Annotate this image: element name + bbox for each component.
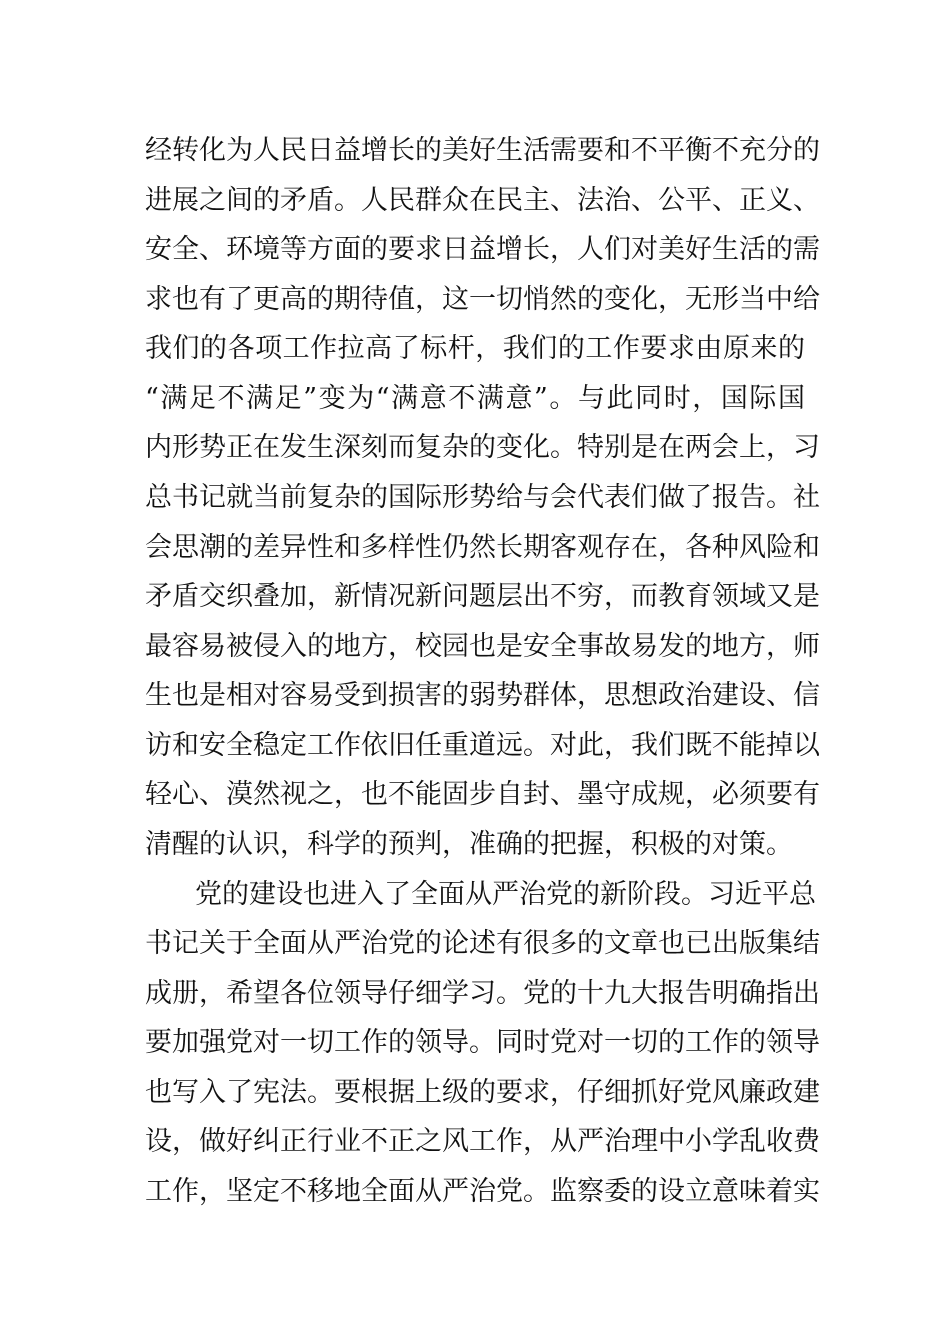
text-line-4: 求也有了更高的期待值，这一切悄然的变化，无形当中给 [145, 284, 820, 315]
text-line-22: 工作，坚定不移地全面从严治党。监察委的设立意味着实 [145, 1176, 820, 1207]
text-line-8: 总书记就当前复杂的国际形势给与会代表们做了报告。社 [145, 482, 820, 513]
text-line-21: 设，做好纠正行业不正之风工作，从严治理中小学乱收费 [145, 1126, 820, 1157]
text-line-5: 我们的各项工作拉高了标杆，我们的工作要求由原来的 [145, 333, 805, 364]
text-line-18: 成册，希望各位领导仔细学习。党的十九大报告明确指出 [145, 978, 820, 1009]
text-line-7: 内形势正在发生深刻而复杂的变化。特别是在两会上，习 [145, 432, 820, 463]
text-line-2: 进展之间的矛盾。人民群众在民主、法治、公平、正义、 [145, 185, 820, 216]
text-line-16: 党的建设也进入了全面从严治党的新阶段。习近平总 [195, 879, 816, 910]
text-line-12: 生也是相对容易受到损害的弱势群体，思想政治建设、信 [145, 680, 820, 711]
text-line-19: 要加强党对一切工作的领导。同时党对一切的工作的领导 [145, 1027, 820, 1058]
text-line-6: “满足不满足”变为“满意不满意”。与此同时，国际国 [145, 383, 805, 414]
text-line-14: 轻心、漠然视之，也不能固步自封、墨守成规，必须要有 [145, 779, 820, 810]
text-line-15: 清醒的认识，科学的预判，准确的把握，积极的对策。 [145, 829, 793, 860]
text-line-10: 矛盾交织叠加，新情况新问题层出不穷，而教育领域又是 [145, 581, 820, 612]
text-line-20: 也写入了宪法。要根据上级的要求，仔细抓好党风廉政建 [145, 1077, 820, 1108]
text-line-17: 书记关于全面从严治党的论述有很多的文章也已出版集结 [145, 928, 820, 959]
text-line-1: 经转化为人民日益增长的美好生活需要和不平衡不充分的 [145, 135, 820, 166]
text-line-11: 最容易被侵入的地方，校园也是安全事故易发的地方，师 [145, 631, 820, 662]
text-line-3: 安全、环境等方面的要求日益增长，人们对美好生活的需 [145, 234, 820, 265]
text-line-13: 访和安全稳定工作依旧任重道远。对此，我们既不能掉以 [145, 730, 820, 761]
text-line-9: 会思潮的差异性和多样性仍然长期客观存在，各种风险和 [145, 532, 820, 563]
